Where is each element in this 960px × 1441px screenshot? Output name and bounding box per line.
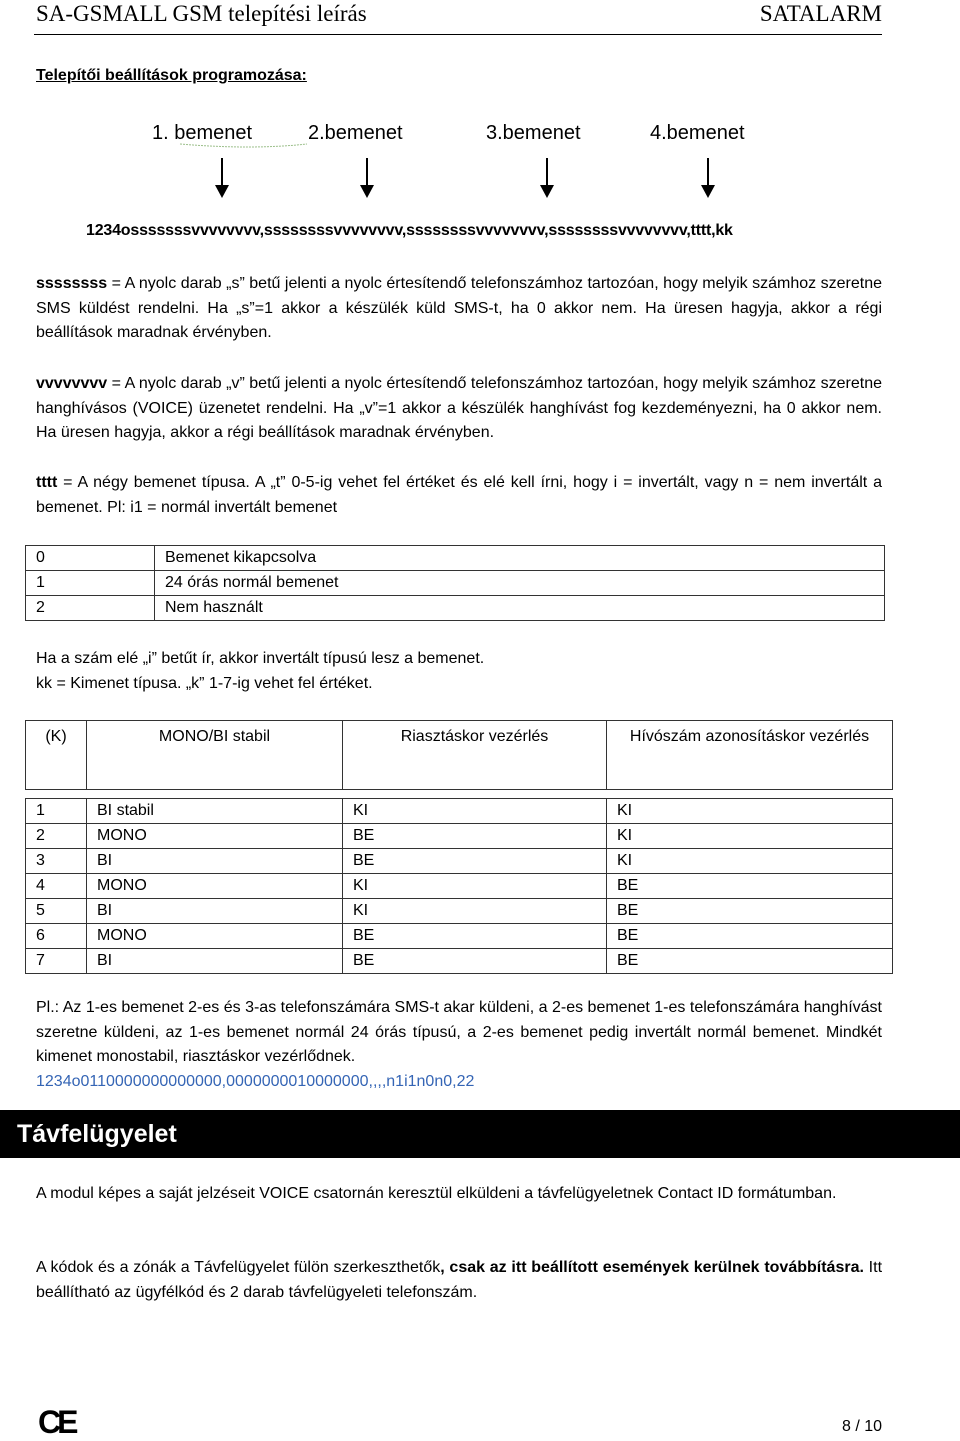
para-sms-text: = A nyolc darab „s” betű jelenti a nyolc értesítendő telefonszámhoz tartozóan, hogy melyik számhoz szeretne SMS küldést rendelni. Ha „s”=1 akkor a készülék küld SMS-t, ha 0 akkor nem. Ha üresen hagyja, akkor a régi beállítások maradnak érvényben. bbox=[36, 275, 882, 341]
section-title: Távfelügyelet bbox=[17, 1120, 177, 1148]
term-s: ssssssss bbox=[36, 275, 108, 292]
table-spacer bbox=[26, 790, 893, 799]
page-number: 8 / 10 bbox=[841, 1418, 882, 1435]
table-cell: Nem használt bbox=[155, 596, 885, 621]
section-bar bbox=[0, 1110, 960, 1158]
table-cell: 7 bbox=[26, 949, 87, 974]
table-cell: BE bbox=[607, 924, 893, 949]
table-cell: 5 bbox=[26, 899, 87, 924]
para-sms bbox=[36, 272, 882, 346]
diagram-code: 1234osssssssvvvvvvvv,ssssssssvvvvvvvv,ssssssssvvvvvvvv,ssssssssvvvvvvvv,tttt,kk bbox=[86, 222, 733, 239]
table-cell: BI stabil bbox=[87, 799, 343, 824]
section-heading: Telepítői beállítások programozása: bbox=[36, 67, 307, 84]
input-type-table bbox=[25, 545, 885, 621]
table-row bbox=[26, 546, 885, 571]
table-cell: Bemenet kikapcsolva bbox=[155, 546, 885, 571]
table-cell: BI bbox=[87, 949, 343, 974]
term-v: vvvvvvvv bbox=[36, 375, 108, 392]
table-cell: KI bbox=[607, 849, 893, 874]
para-voice-text: = A nyolc darab „v” betű jelenti a nyolc értesítendő telefonszámhoz tartozóan, hogy melyik számhoz szeretne hanghívásos (VOICE) üzenetet rendelni. Ha „v”=1 akkor a készülék hanghívást fog kezdeményezni, ha 0 akkor nem. Ha üresen hagyja, akkor a régi beállítások maradnak érvényben. bbox=[36, 375, 882, 441]
table-row bbox=[26, 571, 885, 596]
table-cell: KI bbox=[343, 874, 607, 899]
table-row bbox=[26, 799, 893, 824]
table-cell: 2 bbox=[26, 824, 87, 849]
table-cell: MONO bbox=[87, 874, 343, 899]
para-output-type: kk = Kimenet típusa. „k” 1-7-ig vehet fel értéket. bbox=[36, 675, 373, 692]
table-cell: 2 bbox=[26, 596, 155, 621]
para-monitoring-1: A modul képes a saját jelzéseit VOICE csatornán keresztül elküldeni a távfelügyeletnek Contact ID formátumban. bbox=[36, 1185, 837, 1202]
page-header bbox=[36, 2, 882, 38]
table-cell: KI bbox=[343, 799, 607, 824]
para-voice bbox=[36, 372, 882, 446]
table-cell: 4 bbox=[26, 874, 87, 899]
table-cell: BE bbox=[343, 924, 607, 949]
para-invert: Ha a szám elé „i” betűt ír, akkor invertált típusú lesz a bemenet. bbox=[36, 650, 485, 667]
para-monitoring-2c: Itt beállítható az ügyfélkód és 2 darab távfelügyeleti telefonszám. bbox=[36, 1259, 883, 1301]
para-monitoring-2b: , csak az itt beállított események kerülnek továbbításra. bbox=[440, 1259, 864, 1276]
table-row bbox=[26, 849, 893, 874]
table-cell: BE bbox=[607, 899, 893, 924]
table-cell: BE bbox=[343, 824, 607, 849]
table-header-cell: MONO/BI stabil bbox=[87, 721, 343, 790]
ce-mark-icon: CE bbox=[38, 1404, 75, 1440]
table-cell: BE bbox=[607, 949, 893, 974]
diagram-label-3: 3.bemenet bbox=[486, 122, 581, 144]
table-row bbox=[26, 874, 893, 899]
table-cell: 24 órás normál bemenet bbox=[155, 571, 885, 596]
para-monitoring-2 bbox=[36, 1256, 882, 1305]
table-cell: BE bbox=[343, 849, 607, 874]
table-row bbox=[26, 596, 885, 621]
table-header-cell: (K) bbox=[26, 721, 87, 790]
diagram-label-2: 2.bemenet bbox=[308, 122, 403, 144]
table-cell: 1 bbox=[26, 571, 155, 596]
diagram-label-1: 1. bemenet bbox=[152, 122, 253, 144]
table-cell: KI bbox=[607, 824, 893, 849]
term-t: tttt bbox=[36, 474, 58, 491]
table-cell: 0 bbox=[26, 546, 155, 571]
table-cell: 3 bbox=[26, 849, 87, 874]
table-row bbox=[26, 899, 893, 924]
table-row bbox=[26, 824, 893, 849]
table-cell: BE bbox=[343, 949, 607, 974]
diagram-label-4: 4.bemenet bbox=[650, 122, 745, 144]
table-cell: 1 bbox=[26, 799, 87, 824]
para-input-type-text: = A négy bemenet típusa. A „t” 0-5-ig vehet fel értéket és elé kell írni, hogy i = invertált, vagy n = nem invertált a bemenet. Pl: i1 = normál invertált bemenet bbox=[36, 474, 882, 516]
input-diagram bbox=[82, 118, 842, 248]
para-example: Pl.: Az 1-es bemenet 2-es és 3-as telefonszámára SMS-t akar küldeni, a 2-es bemenet 1-es telefonszámára hanghívást szeretne küldeni, az 1-es bemenet normál 24 órás típusú, a 2-es bemenet pedig invertált normál bemenet. Mindkét kimenet monostabil, riasztáskor vezérlődnek. bbox=[36, 999, 882, 1065]
table-row bbox=[26, 949, 893, 974]
header-doc-title: SA-GSMALL GSM telepítési leírás bbox=[36, 1, 367, 26]
table-header-row bbox=[26, 721, 893, 790]
header-company: SATALARM bbox=[759, 1, 882, 26]
table-cell: MONO bbox=[87, 824, 343, 849]
para-input-type bbox=[36, 471, 882, 520]
output-type-table bbox=[25, 720, 893, 974]
table-cell: KI bbox=[343, 899, 607, 924]
table-cell: KI bbox=[607, 799, 893, 824]
table-cell: BE bbox=[607, 874, 893, 899]
table-cell: BI bbox=[87, 849, 343, 874]
table-row bbox=[26, 924, 893, 949]
example-code: 1234o0110000000000000,0000000010000000,,,,n1i1n0n0,22 bbox=[36, 1073, 475, 1090]
table-header-cell: Riasztáskor vezérlés bbox=[343, 721, 607, 790]
para-monitoring-2a: A kódok és a zónák a Távfelügyelet fülön szerkeszthetők bbox=[36, 1259, 441, 1276]
table-cell: 6 bbox=[26, 924, 87, 949]
header-rule bbox=[34, 34, 882, 35]
table-cell: MONO bbox=[87, 924, 343, 949]
table-cell: BI bbox=[87, 899, 343, 924]
table-header-cell: Hívószám azonosításkor vezérlés bbox=[607, 721, 893, 790]
